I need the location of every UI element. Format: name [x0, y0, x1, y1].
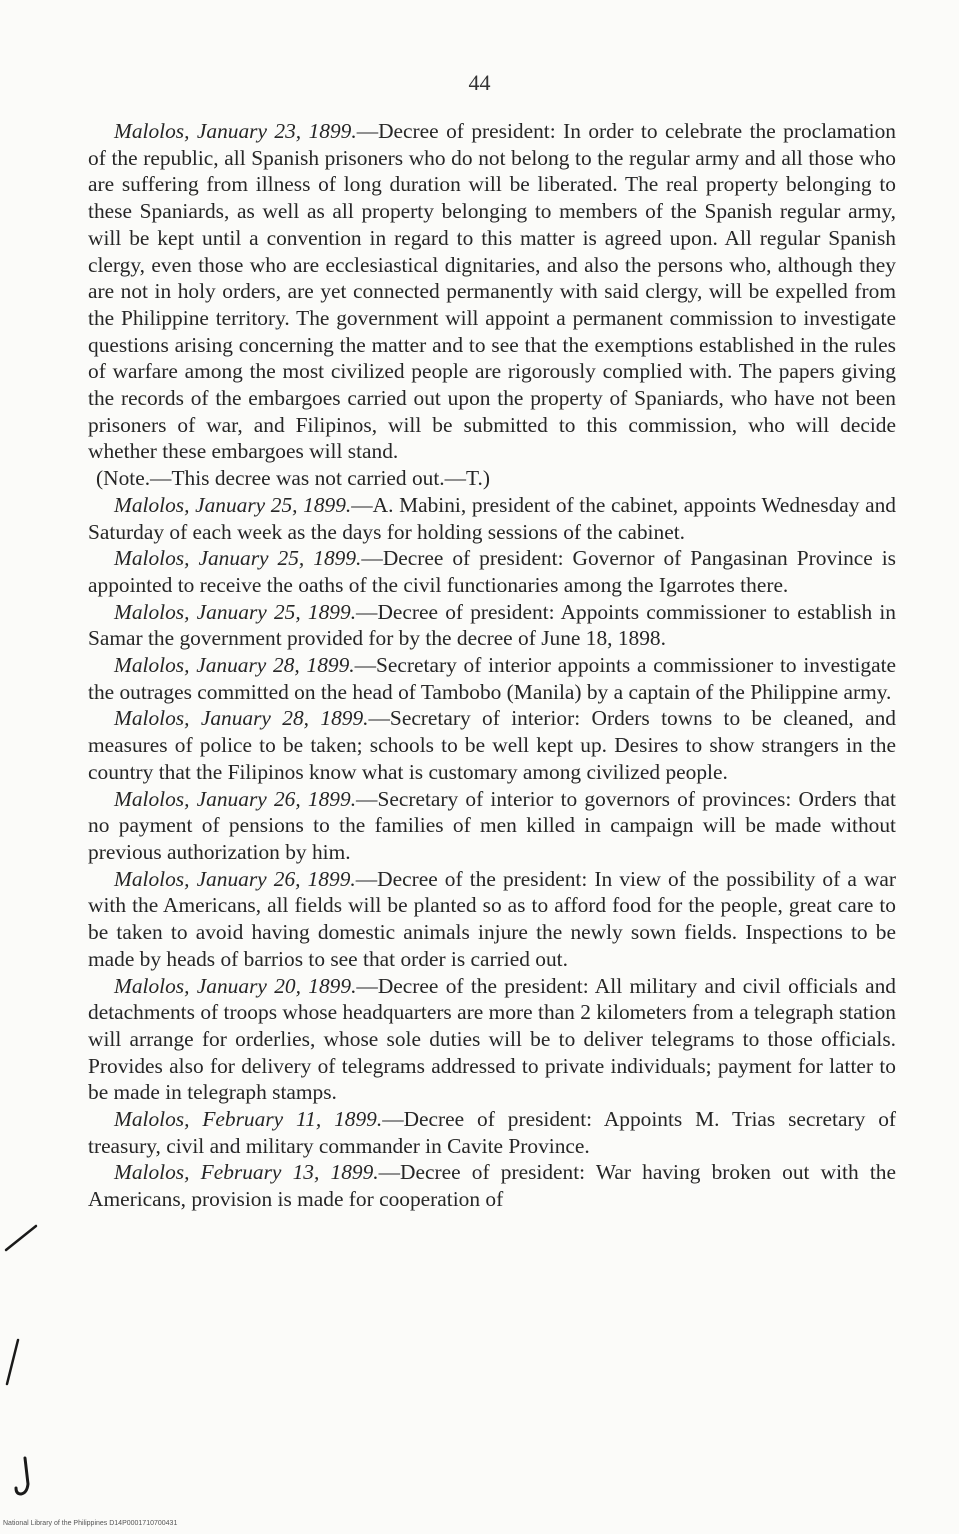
- entry-dateline: Malolos, January 25, 1899.: [114, 546, 362, 571]
- entry-body: (Note.—This decree was not carried out.—T.): [96, 466, 490, 491]
- entry-dateline: Malolos, January 25, 1899.: [114, 492, 352, 517]
- entry-dateline: Malolos, February 13, 1899.: [114, 1160, 379, 1185]
- entry-dateline: Malolos, February 11, 1899.: [114, 1107, 383, 1132]
- entry-dateline: Malolos, January 23, 1899.: [114, 119, 357, 143]
- decree-entry: [88, 492, 896, 545]
- entry-body: —Decree of president: Appoints commissioner to establish in Samar the government provided for by the decree of June 18, 1898.: [88, 599, 896, 651]
- entry-dateline: Malolos, January 28, 1899.: [114, 653, 355, 678]
- margin-tick-mark: [6, 1226, 36, 1250]
- entry-dateline: Malolos, January 20, 1899.: [114, 973, 357, 998]
- margin-tick-mark: [7, 1340, 18, 1384]
- decree-entry: [88, 786, 896, 866]
- entry-body: —Decree of the president: All military and civil officials and detachments of troops whose headquarters are more than 2 kilometers from a telegraph station will arrange for orderlies, whose sole duties will be to deliver telegrams to those officials. Provides also for delivery of telegrams addressed to private individuals; payment for latter to be made in telegraph stamps.: [88, 973, 896, 1105]
- decree-entry: [88, 652, 896, 705]
- translator-note: [88, 465, 896, 492]
- footer-credit: National Library of the Philippines D14P0001710700431: [3, 1520, 178, 1527]
- decree-entry: [88, 705, 896, 785]
- entry-body: —Decree of president: In order to celebrate the proclamation of the republic, all Spanish prisoners who do not belong to the regular army and all those who are suffering from illness of long duration will be liberated. The real property belonging to these Spaniards, as well as all property belonging to members of the Spanish regular army, will be kept until a convention in regard to this matter is agreed upon. All regular Spanish clergy, even those who are ecclesiastical dignitaries, and also the persons who, although they are not in holy orders, are yet connected permanently with said clergy, will be expelled from the Philippine territory. The government will appoint a permanent commission to investigate questions arising concerning the matter and to see that the exemptions established in the rules of warfare among the most civilized people are rigorously complied with. The papers giving the records of the embargoes carried out upon the property of Spaniards, who have not been prisoners of war, and Filipinos, will be submitted to this commission, who will decide whether these embargoes will stand.: [88, 119, 897, 464]
- entry-body: —Secretary of interior: Orders towns to be cleaned, and measures of police to be taken; schools to be well kept up. Desires to show strangers in the country that the Filipinos know what is customary among civilized people.: [88, 706, 897, 784]
- entry-dateline: Malolos, January 25, 1899.: [114, 599, 357, 624]
- entry-body: —A. Mabini, president of the cabinet, appoints Wednesday and Saturday of each week as the days for holding sessions of the cabinet.: [88, 492, 896, 544]
- entry-dateline: Malolos, January 26, 1899.: [114, 866, 356, 891]
- page-number: 44: [468, 70, 491, 95]
- entry-body: —Decree of president: Governor of Pangasinan Province is appointed to receive the oaths of the civil functionaries among the Igarrotes there.: [88, 546, 897, 597]
- entry-dateline: Malolos, January 26, 1899.: [114, 786, 357, 811]
- decree-entry: [88, 118, 896, 465]
- entry-body: —Secretary of interior appoints a commissioner to investigate the outrages committed on the head of Tambobo (Manila) by a captain of the Philippine army.: [88, 653, 897, 704]
- decree-entry: [88, 866, 896, 973]
- text-column: [88, 118, 896, 1213]
- entry-body: —Secretary of interior to governors of provinces: Orders that no payment of pensions to the families of men killed in campaign will be made without previous authorization by him.: [88, 786, 896, 864]
- decree-entry: [88, 1159, 896, 1212]
- decree-entry: [88, 1106, 896, 1159]
- entry-body: —Decree of president: Appoints M. Trias secretary of treasury, civil and military commander in Cavite Province.: [88, 1107, 897, 1158]
- entry-dateline: Malolos, January 28, 1899.: [114, 706, 369, 731]
- entry-body: —Decree of the president: In view of the possibility of a war with the Americans, all fields will be planted so as to afford food for the people, great care to be taken to avoid having domestic animals injure the newly sown fields. Inspections to be made by heads of barrios to see that order is carried out.: [88, 866, 897, 971]
- decree-entry: [88, 545, 896, 598]
- decree-entry: [88, 599, 896, 652]
- decree-entry: [88, 973, 896, 1107]
- margin-check-mark: [16, 1458, 28, 1494]
- entry-body: —Decree of president: War having broken out with the Americans, provision is made for cooperation of: [88, 1160, 896, 1212]
